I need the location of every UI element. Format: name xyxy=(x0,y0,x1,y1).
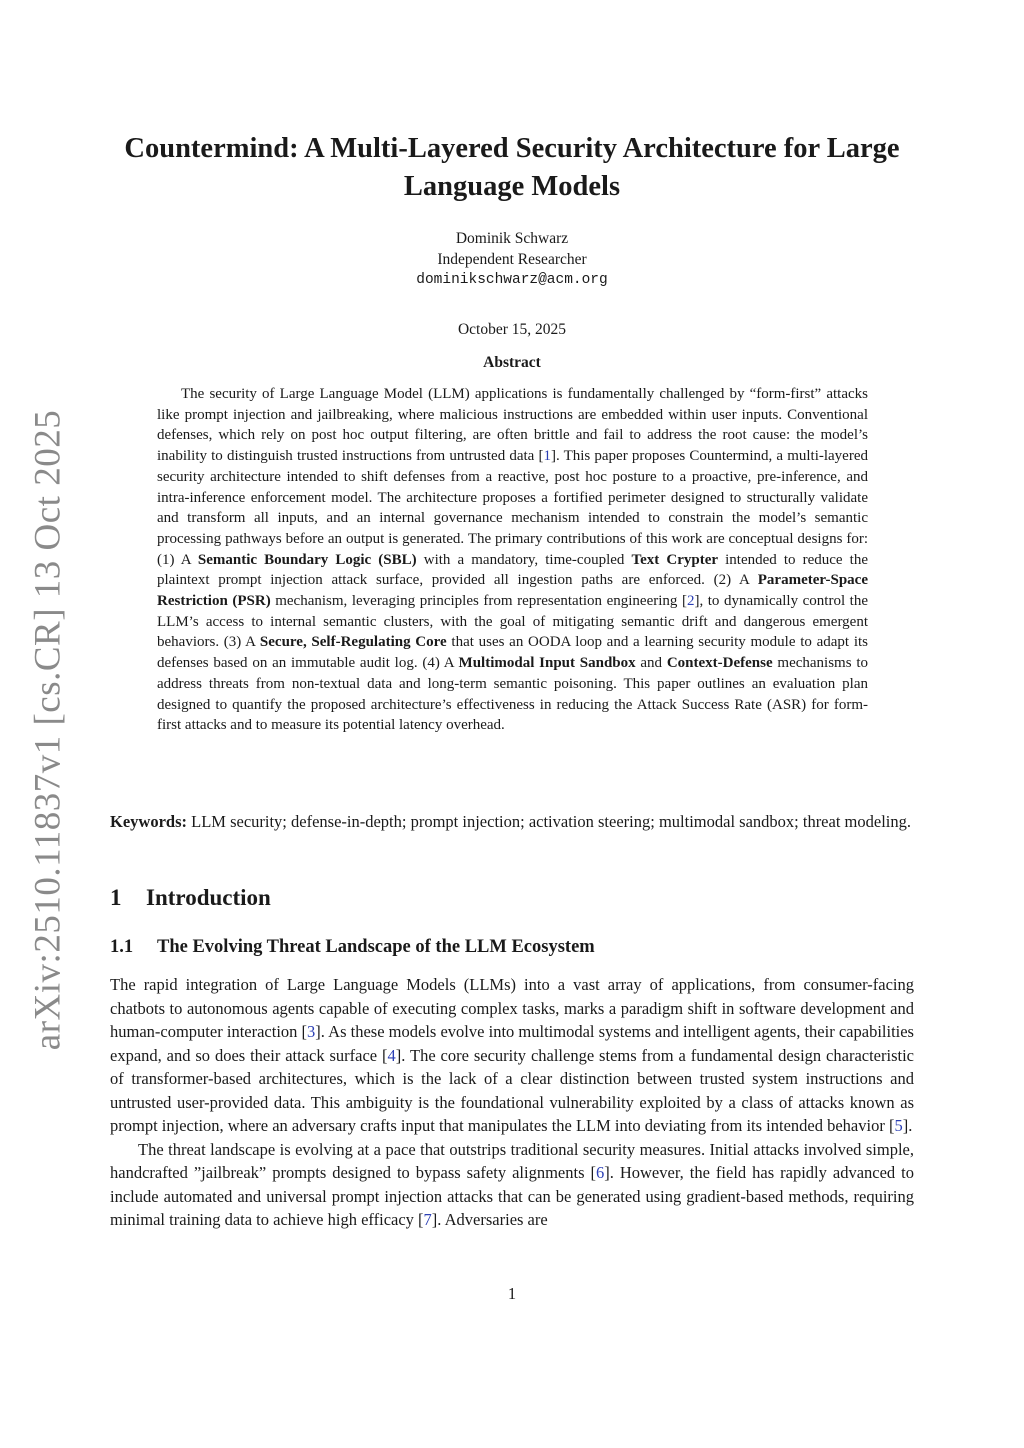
term-core: Secure, Self-Regulating Core xyxy=(259,634,447,651)
author-affiliation: Independent Researcher xyxy=(437,251,587,268)
section-heading: 1 Introduction xyxy=(110,885,271,910)
page-number: 1 xyxy=(507,1284,517,1303)
citation-link[interactable]: 2 xyxy=(686,593,695,610)
paper-date: October 15, 2025 xyxy=(457,321,567,338)
paper-title: Countermind: A Multi-Layered Security Architecture for Large Language Models xyxy=(124,133,900,202)
author-email[interactable]: dominikschwarz@acm.org xyxy=(416,272,608,288)
author-name: Dominik Schwarz xyxy=(455,230,569,247)
term-sandbox: Multimodal Input Sandbox xyxy=(458,655,636,672)
author-block xyxy=(110,228,914,291)
term-psr: Parameter-Space Restriction (PSR) xyxy=(157,572,868,610)
abstract-text: The security of Large Language Model (LLM) applications is fundamentally challenged by “form-first” attacks like prompt injection and jailbreaking, where malicious instructions are embedded within user inputs. Conventional defenses, which rely on post hoc output filtering, are often brittle and fail to address the root cause: the model’s inability to distinguish trusted instructions from untrusted data [1]. This paper proposes Countermind, a multi-layered security architecture intended to shift defenses from a reactive, post hoc posture to a proactive, pre-inference, and intra-inference enforcement model. The architecture proposes a fortified perimeter designed to structurally validate and transform all inputs, and an internal governance mechanism intended to constrain the model’s semantic processing pathways before an output is generated. The primary contributions of this work are conceptual designs for: (1) A Semantic Boundary Logic (SBL) with a mandatory, time-coupled Text Crypter intended to reduce the plaintext prompt injection attack surface, provided all ingestion paths are enforced. (2) A Parameter-Space Restriction (PSR) mechanism, leveraging principles from representation engineering [2], to dynamically control the LLM’s access to internal semantic clusters, with the goal of mitigating semantic drift and dangerous emergent behaviors. (3) A Secure, Self-Regulating Core that uses an OODA loop and a learning security module to adapt its defenses based on an immutable audit log. (4) A Multimodal Input Sandbox and Context-Defense mechanisms to address threats from non-textual data and long-term semantic poisoning. This paper outlines an evaluation plan designed to quantify the proposed architecture’s effectiveness in reducing the Attack Success Rate (ASR) for form-first attacks and to measure its potential latency overhead. xyxy=(157,386,869,734)
citation-link[interactable]: 6 xyxy=(595,1163,605,1182)
term-sbl: Semantic Boundary Logic (SBL) xyxy=(197,551,417,568)
keywords xyxy=(110,810,914,834)
keywords-label: Keywords: xyxy=(110,812,187,831)
arxiv-identifier: arXiv:2510.11837v1 [cs.CR] 13 Oct 2025 xyxy=(27,409,69,1051)
body-text xyxy=(110,973,914,1232)
abstract-heading: Abstract xyxy=(483,354,541,371)
citation-link[interactable]: 5 xyxy=(894,1116,903,1135)
citation-link[interactable]: 4 xyxy=(387,1045,396,1065)
citation-link[interactable]: 1 xyxy=(543,448,551,465)
subsection-heading: 1.1 The Evolving Threat Landscape of the LLM Ecosystem xyxy=(110,937,595,957)
paragraph: The rapid integration of Large Language Models (LLMs) into a vast array of applications, from consumer-facing chatbots to autonomous agents capable of executing complex tasks, marks a paradigm shift in software development and human-computer interaction [3]. As these models evolve into multimodal systems and intelligent agents, their capabilities expand, and so does their attack surface [4]. The core security challenge stems from a fundamental design characteristic of transformer-based architectures, which is the lack of a clear distinction between trusted system instructions and untrusted user-provided data. This ambiguity is the foundational vulnerability exploited by a class of attacks known as prompt injection, where an adversary crafts input that manipulates the LLM into deviating from its intended behavior [5]. xyxy=(110,975,914,1135)
paragraph: The threat landscape is evolving at a pace that outstrips traditional security measures. Initial attacks involved simple, handcrafted ”jailbreak” prompts designed to bypass safety alignments [6]. However, the field has rapidly advanced to include automated and universal prompt injection attacks that can be generated using gradient-based methods, requiring minimal training data to achieve high efficacy [7]. Adversaries are xyxy=(110,1139,915,1229)
citation-link[interactable]: 3 xyxy=(307,1022,316,1041)
keywords-text: LLM security; defense-in-depth; prompt injection; activation steering; multimodal sandbox; threat modeling. xyxy=(191,812,911,831)
citation-link[interactable]: 7 xyxy=(423,1210,432,1229)
term-text-crypter: Text Crypter xyxy=(631,551,719,568)
term-context-defense: Context-Defense xyxy=(666,655,773,672)
